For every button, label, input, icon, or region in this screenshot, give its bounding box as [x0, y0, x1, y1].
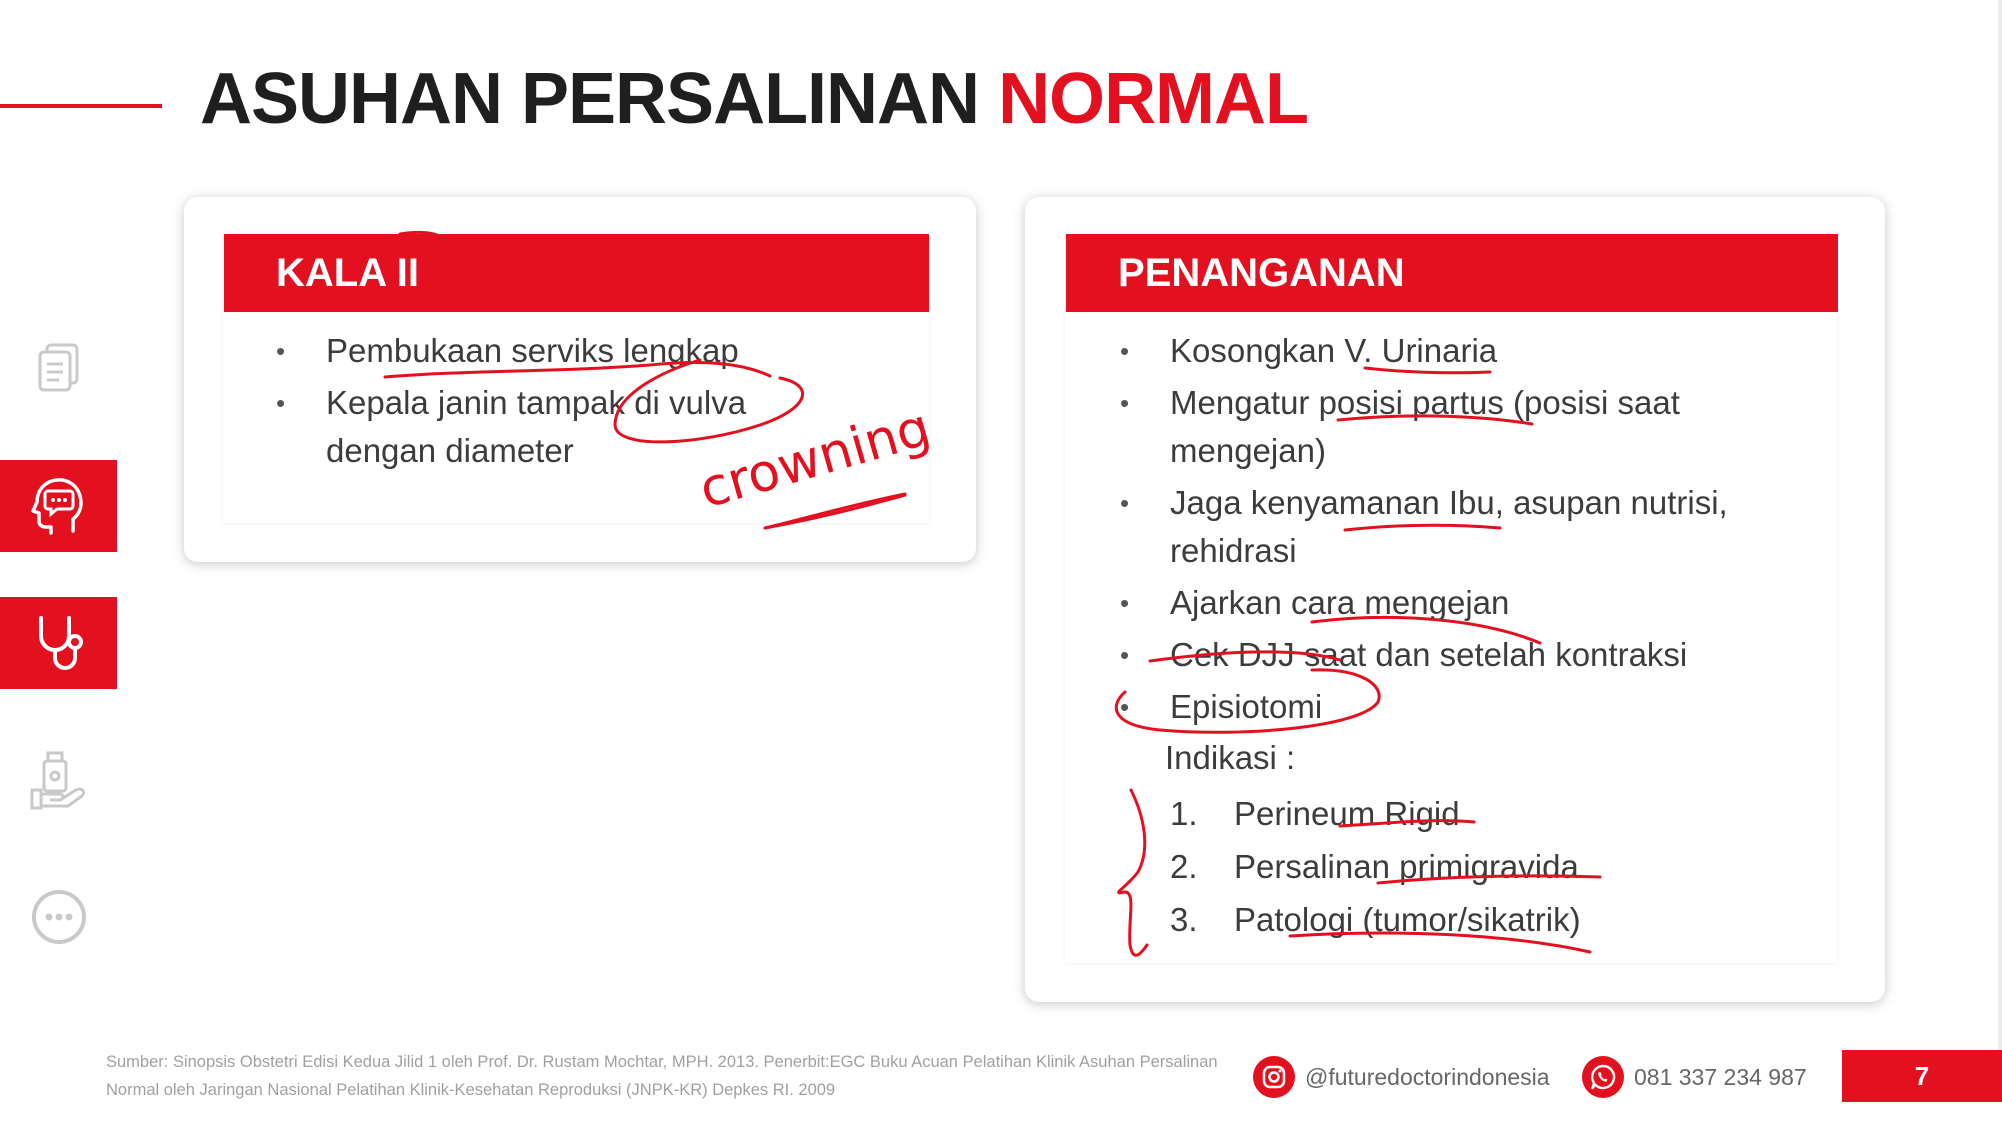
penanganan-list: [1120, 327, 1820, 735]
list-item: • Cek DJJ saat dan setelah kontraksi: [1120, 631, 1820, 679]
sidebar-item-care[interactable]: [0, 734, 117, 826]
instagram-handle: @futuredoctorindonesia: [1305, 1063, 1550, 1090]
list-text: Persalinan primigravida: [1234, 848, 1579, 885]
list-item: • Episiotomi: [1120, 683, 1820, 731]
list-item: • Ajarkan cara mengejan: [1120, 579, 1820, 627]
document-icon: [35, 342, 83, 394]
list-number: 3.: [1170, 901, 1198, 938]
list-item: [1170, 840, 1581, 893]
list-item: • Kosongkan V. Urinaria: [1120, 327, 1820, 375]
source-citation: Sumber: Sinopsis Obstetri Edisi Kedua Jilid 1 oleh Prof. Dr. Rustam Mochtar, MPH. 2013. Penerbit:EGC Buku Acuan Pelatihan Klinik Asuhan Persalinan Normal oleh Jaringan Nasional Pelatihan Klinik-Kesehatan Reproduksi (JNPK-KR) Depkes RI. 2009: [106, 1053, 1218, 1099]
kala-header: KALA II: [224, 234, 929, 312]
list-number: 1.: [1170, 795, 1198, 832]
sidebar-item-more[interactable]: [0, 871, 117, 963]
indikasi-label: Indikasi :: [1165, 739, 1296, 776]
list-item: • Pembukaan serviks lengkap: [276, 327, 836, 375]
head-mind-icon: [31, 475, 87, 537]
list-text: Perineum Rigid: [1234, 795, 1460, 832]
whatsapp-number: 081 337 234 987: [1634, 1063, 1807, 1090]
more-icon: [30, 888, 88, 946]
list-item: [1170, 787, 1581, 840]
sidebar-item-mind[interactable]: [0, 460, 117, 552]
list-number: 2.: [1170, 848, 1198, 885]
page-title: [200, 58, 1308, 140]
instagram-icon-badge: [1253, 1056, 1295, 1098]
penanganan-card: [1025, 197, 1885, 1002]
title-accent-line: [0, 104, 162, 108]
title-part-2: NORMAL: [998, 59, 1309, 139]
hand-medicine-icon: [30, 750, 88, 810]
sidebar-item-document[interactable]: [0, 322, 117, 414]
indikasi-list: [1170, 787, 1581, 946]
instagram-icon: [1261, 1064, 1287, 1090]
list-item: • Jaga kenyamanan Ibu, asupan nutrisi, rehidrasi: [1120, 479, 1820, 575]
page-number: 7: [1842, 1050, 2002, 1102]
list-item: • Kepala janin tampak di vulva dengan diameter: [276, 379, 836, 475]
list-item: • Mengatur posisi partus (posisi saat mengejan): [1120, 379, 1820, 475]
whatsapp-contact[interactable]: [1582, 1056, 1807, 1098]
crowning-handwritten-text: crowning: [693, 397, 937, 521]
whatsapp-icon-badge: [1582, 1056, 1624, 1098]
right-edge-divider: [1998, 0, 2002, 1060]
whatsapp-icon: [1589, 1063, 1617, 1091]
penanganan-header: PENANGANAN: [1066, 234, 1838, 312]
stethoscope-icon: [31, 612, 87, 674]
kala-card: [184, 197, 976, 562]
title-part-1: ASUHAN PERSALINAN: [200, 59, 980, 139]
kala-list: [276, 327, 836, 479]
list-text: Patologi (tumor/sikatrik): [1234, 901, 1581, 938]
list-item: [1170, 893, 1581, 946]
sidebar-item-stethoscope[interactable]: [0, 597, 117, 689]
instagram-contact[interactable]: [1253, 1056, 1550, 1098]
